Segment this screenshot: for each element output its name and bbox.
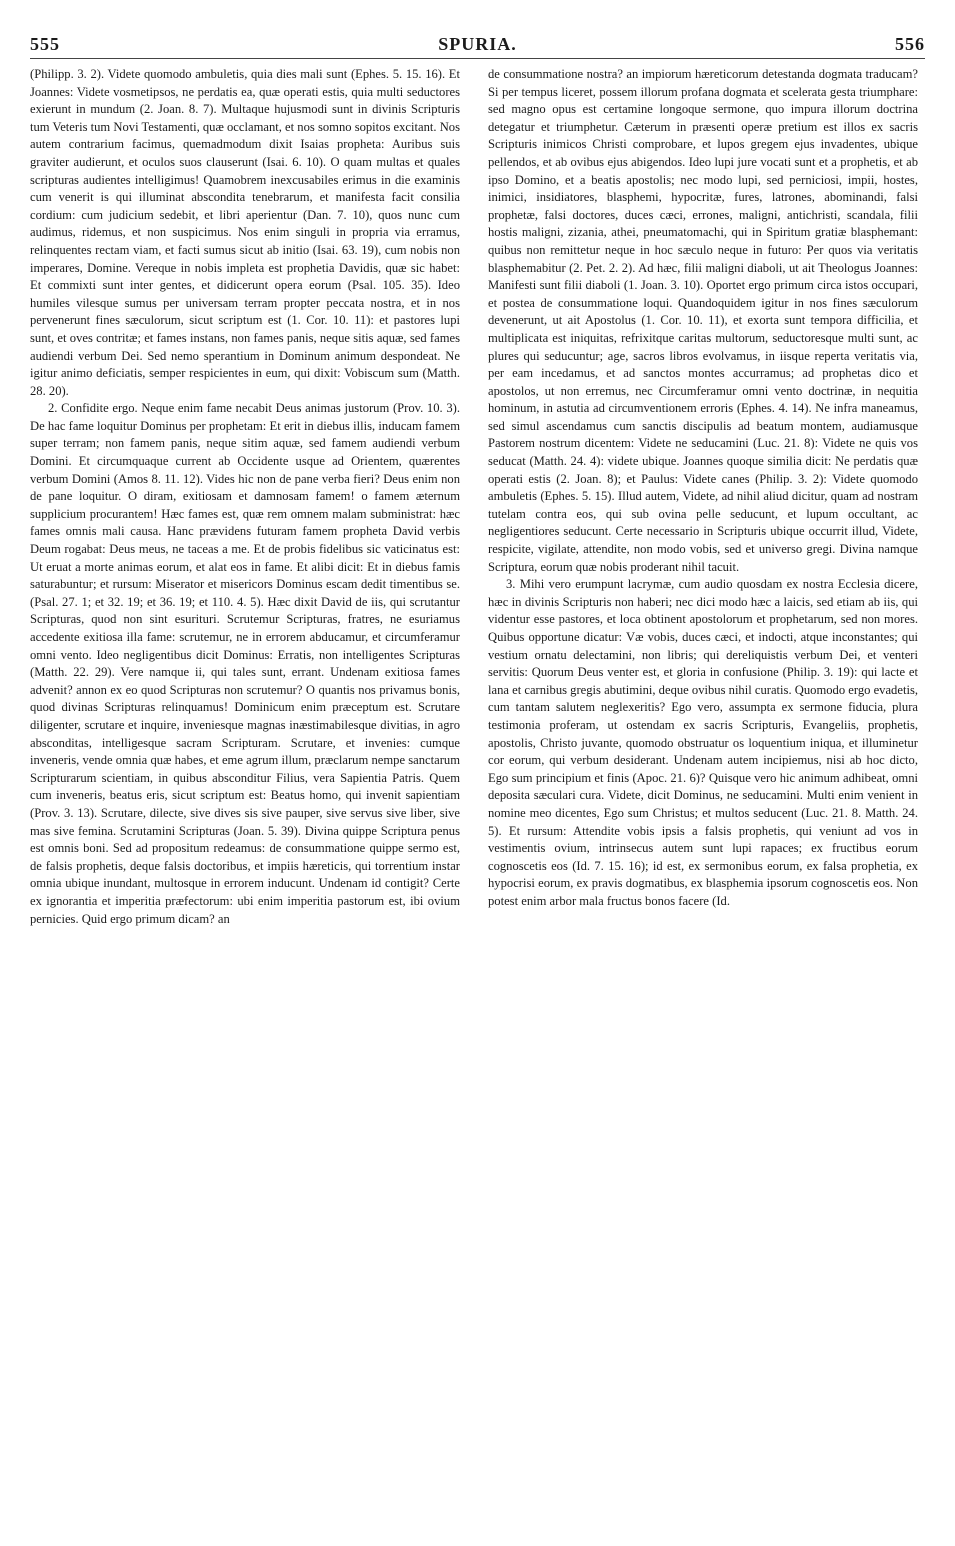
running-title: SPURIA. <box>438 34 517 54</box>
left-paragraph-2: 2. Confidite ergo. Neque enim fame necabit Deus animas justorum (Prov. 10. 3). De hac fame loquitur Dominus per prophetam: Et erit in diebus illis, inducam famem super terram; non famem panis, neque sitim aquæ, sed famem audiendi verbum Domini. Et circumquaque current ab Occidente usque ad Orientem, quærentes verbum Domini (Amos 8. 11. 12). Vides hic non de pane verba fieri? Deus enim non de pane loquitur. O diram, exitiosam et damnosam famem! o famem æternum supplicium procurantem! Hæc fames est, quæ rem omnem malam subministrat: hæc fames omnis mali causa. Hanc prævidens futuram famem propheta David verbis Deum rogabat: Deus meus, ne taceas a me. Et de probis fidelibus sic vaticinatus est: Ut eruat a morte animas eorum, et alat eos in fame. Et alibi dicit: Et in diebus famis saturabuntur; et rursum: Miserator et misericors Dominus escam dedit timentibus se. (Psal. 27. 1; et 32. 19; et 36. 19; et 110. 4. 5). Hæc dixit David de iis, qui scrutantur Scripturas, quod non sint esurituri. Scrutemur Scripturas, fratres, ne esuriamus accedente exitiosa illa fame: scrutemur, ne in errorem abducamur, et circumferamur omni vento. Ideo negligentibus dicit Dominus: Erratis, non intelligentes Scripturas (Matth. 22. 29). Vere namque ii, qui tales sunt, errant. Undenam exitiosa fames advenit? annon ex eo quod Scripturas non scrutemur? O quantis nos privamus bonis, quod divinas Scripturas relinquamus! Dominicum enim præceptum est. Scrutare diligenter, scrutare et inquire, inveniesque magnas inæstimabilesque divitias, in agro absconditas, intelligesque sacram Scripturam. Scrutare, et invenies: cumque inveneris, vende omnia quæ habes, et eme agrum illum, præclarum nempe sanctarum Scripturarum scientiam, in quibus absconditur Filius, vera Sapientia Patris. Quem cum inveneris, beatus eris, sicut scriptum est: Beatus homo, qui invenit sapientiam (Prov. 3. 13). Scrutare, dilecte, sive dives sis sive pauper, sive servus sive liber, sive mas sive femina. Scrutamini Scripturas (Joan. 5. 39). Divina quippe Scriptura penus est omnis boni. Sed ad propositum redeamus: de consummatione quippe sermo est, de falsis prophetis, deque falsis doctoribus, et impiis hæreticis, qui torrentium instar omnia ubique inundant, multosque in errorem inducunt. Undenam id contigit? Certe ex ignorantia et imperitia præfectorum: ubi enim imperitia pastorum est, ibi ovium pernicies. Quid ergo primum dicam? an <box>30 401 460 926</box>
header-rule <box>30 58 925 59</box>
page-header <box>30 28 925 56</box>
page-number-left: 555 <box>30 34 60 54</box>
right-paragraph-2: 3. Mihi vero erumpunt lacrymæ, cum audio quosdam ex nostra Ecclesia dicere, hæc in divinis Scripturis non haberi; nec dici modo hæc a laicis, sed etiam ab iis, qui videntur esse pastores, et loca obtinent apostolorum et prophetarum, sed non mores. Quibus opportune dicatur: Væ vobis, duces cæci, et indocti, atque inconstantes; qui vestium ornatu delectamini, non libris; qui dereliquistis verbum Dei, et venteri servitis: Quorum Deus venter est, et gloria in confusione (Philip. 3. 19): qui lacte et lana et carnibus gregis abutimini, deque ovibus nihil curatis. Quomodo ergo evadetis, cum tantam salutem neglexeritis? Ego vero, assumpta ex sermone fiducia, plura testimonia proferam, ut ostendam ex sacris Scripturis, Evangeliis, prophetis, apostolis, Christo juvante, quomodo obstruatur os loquentium iniqua, et illuminetur cor eorum, qui verbum desiderant. Undenam autem incipiemus, nisi ab hoc dicto, Ego sum principium et finis (Apoc. 21. 6)? Quisque vero hic animum adhibeat, omni deposita sæculari cura. Videte, dicit Dominus, ne seducamini. Multi enim venient in nomine meo dicentes, Ego sum Christus; et multos seducent (Luc. 21. 8. Matth. 24. 5). Et rursum: Attendite vobis ipsis a falsis prophetis, qui veniunt ad vos in vestimentis ovium, intrinsecus autem sunt lupi rapaces; ex fructibus eorum cognoscetis eos (Id. 7. 15. 16); id est, ex sermonibus eorum, ex falsa prophetia, ex hypocrisi eorum, ex pravis dogmatibus, ex blasphemia ipsorum cognoscetis eos. Non potest enim arbor mala fructus bonos facere (Id. <box>488 577 918 908</box>
page-number-right: 556 <box>895 34 925 54</box>
left-paragraph-1: (Philipp. 3. 2). Videte quomodo ambuletis, quia dies mali sunt (Ephes. 5. 15. 16). Et Joannes: Videte vosmetipsos, ne perdatis ea, quæ operati estis, quia multi seductores exierunt in mundum (2. Joan. 8. 7). Multaque hujusmodi sunt in divinis Scripturis tum Veteris tum Novi Testamenti, quæ occlamant, et nos somno sopitos excitant. Nos autem contrarium facimus, quemadmodum dixit Isaias propheta: Auribus suis graviter audierunt, et oculos suos clauserunt (Isai. 6. 10). O quam multas et quales scripturas audientes intelligimus! Quamobrem inexcusabiles erimus in die examinis cum venerit is qui illuminat abscondita tenebrarum, et manifesta facit consilia cordium: cum judicium sedebit, et libri aperientur (Dan. 7. 10), quos nunc cum audimus, ridemus, et non suspicimus. Nos enim singuli in propria via erramus, relinquentes rectam viam, et facti sumus sicut ab initio (Isai. 63. 19), cum nobis non imperares, Domine. Vereque in nobis impleta est prophetia Davidis, quæ sic habet: Et commixti sunt inter gentes, et didicerunt opera eorum (Psal. 105. 35). Ideo humiles vilesque sumus per universam terram propter peccata nostra, et in nos pervenerunt fines sæculorum, sicut scriptum est (1. Cor. 10. 11): et pastores lupi sunt, et oves contritæ; et fames instans, non fames panis, neque sitis aquæ, sed fames audiendi verbum Dei. Sed nemo sperantium in Dominum animum despondeat. Ne igitur animo deficiatis, semper respicientes in eum, qui dixit: Vobiscum sum (Matth. 28. 20). <box>30 67 460 398</box>
left-column <box>30 66 460 1526</box>
right-column <box>488 66 918 1526</box>
right-paragraph-1: de consummatione nostra? an impiorum hæreticorum detestanda dogmata traducam? Si per tempus liceret, possem illorum profana dogmata et scelerata gesta triumphare: sed magno opus est certamine longoque sermone, quo impura illorum doctrina detegatur et triumphetur. Cæterum in præsenti operæ pretium est illos ex sacris Scripturis inimicos Christi comprobare, et lupos gregem ejus invadentes, ubique pellendos, et ab ovibus ejus abigendos. Ideo lupi jure vocati sunt et a prophetis, et ab ipso Domino, et a beatis apostolis; nec modo lupi, sed perniciosi, impii, hostes, inimici, insidiatores, blasphemi, hypocritæ, fures, latrones, abominandi, falsi prophetæ, falsi doctores, duces cæci, errones, maligni, antichristi, scandala, filii hostis maligni, zizania, athei, pneumatomachi, qui in Spiritum gratiæ blasphemant: quibus non remittetur neque in hoc sæculo neque in futuro: Per quos via veritatis blasphemabitur (2. Pet. 2. 2). Ad hæc, filii maligni diaboli, ut ait Theologus Joannes: Manifesti sunt filii diaboli (1. Joan. 3. 10). Oportet ergo primum circa istos occupari, et postea de consummatione loqui. Quandoquidem igitur in nos fines sæculorum devenerunt, ut ait Apostolus (1. Cor. 10. 11), et exorta sunt tempora difficilia, et multiplicata est iniquitas, refrixitque caritas multorum, seductoresque multi sunt, ac plures qui seducuntur; age, sacros libros evolvamus, in iisque reperta veritatis via, per eam incedamus, et ad sanctos montes accurramus; ad prophetas dico et apostolos, ut non erremus, nec Circumferamur omni vento doctrinæ, in nequitia hominum, in astutia ad circumventionem erroris (Ephes. 4. 14). Ne infra maneamus, sed simul ascendamus cum sanctis discipulis ad beatum montem, audiamusque Pastorem nostrum dicentem: Videte ne seducamini (Luc. 21. 8): Videte ne quis vos seducat (Matth. 24. 4): videte ubique. Joannes quoque similia dicit: Ne perdatis quæ operati estis (2. Joan. 8); et Paulus: Videte canes (Philip. 3. 2): Videte quomodo ambuletis (Ephes. 5. 15). Illud autem, Videte, ad nihil aliud dicitur, quam ad nostram tutelam contra eos, qui sub ovina pelle seducunt, et lupum occultant, ac negligentiores seducunt. Certe necessario in Scripturis ubique occurrit illud, Videte, respicite, vigilate, attendite, non modo vobis, sed et universo gregi. Divina namque Scriptura, eorum quæ nobis proderant nihil tacuit. <box>488 67 918 574</box>
